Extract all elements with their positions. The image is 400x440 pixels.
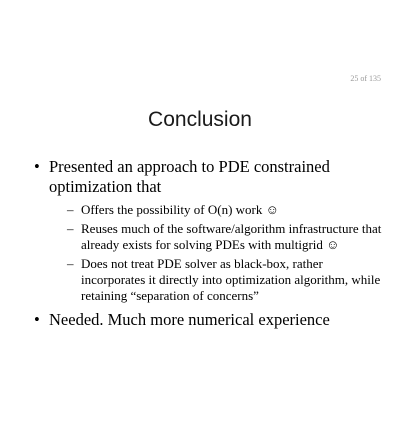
bullet-text: Needed. Much more numerical experience xyxy=(49,310,330,329)
sub-bullet-list xyxy=(49,202,384,304)
sub-bullet-item xyxy=(67,256,384,304)
page-number: 25 of 135 xyxy=(350,74,381,83)
bullet-item xyxy=(34,310,384,330)
bullet-text: Presented an approach to PDE constrained optimization that xyxy=(49,157,330,196)
sub-bullet-item xyxy=(67,221,384,253)
sub-bullet-item xyxy=(67,202,384,218)
sub-bullet-marker: – xyxy=(67,221,74,236)
bullet-list xyxy=(34,157,384,330)
bullet-item xyxy=(34,157,384,304)
slide-title: Conclusion xyxy=(148,108,252,131)
bullet-marker: • xyxy=(34,157,40,176)
sub-bullet-text: Does not treat PDE solver as black-box, rather incorporates it directly into optimization algorithm, while retaining “separation of concerns” xyxy=(81,256,381,303)
sub-bullet-text: Offers the possibility of O(n) work ☺ xyxy=(81,202,279,217)
sub-bullet-marker: – xyxy=(67,256,74,271)
sub-bullet-text: Reuses much of the software/algorithm infrastructure that already exists for solving PDEs with multigrid ☺ xyxy=(81,221,382,252)
sub-bullet-marker: – xyxy=(67,202,74,217)
bullet-marker: • xyxy=(34,310,40,329)
